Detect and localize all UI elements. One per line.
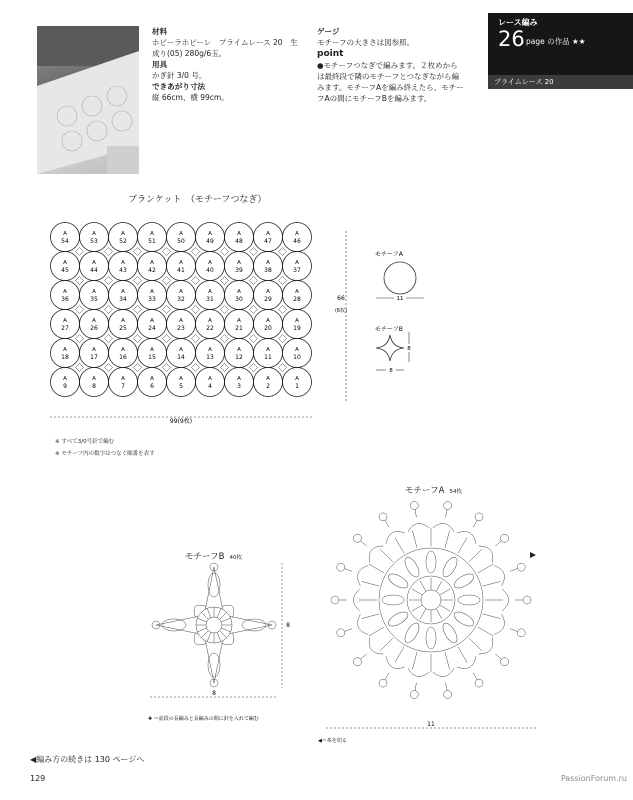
motif-b-legend: ✚ ＝前段の長編みと長編みの間に針を入れて編む	[148, 716, 259, 722]
motif-letter: A	[150, 260, 154, 266]
motif-letter: A	[208, 318, 212, 324]
motif-order-number: 49	[206, 238, 214, 245]
size-text: 縦 66cm、横 99cm。	[152, 93, 229, 102]
motif-b-joint	[221, 306, 229, 314]
motif-order-number: 51	[148, 238, 156, 245]
motif-circle	[167, 223, 196, 252]
petal	[452, 571, 476, 591]
legend-b-size-1: 8	[407, 346, 411, 352]
motif-letter: A	[179, 347, 183, 353]
motif-order-number: 14	[177, 354, 185, 361]
motif-b-joint	[163, 335, 171, 343]
point-line-1: ●モチーフつなぎで編みます。２枚めから	[317, 61, 458, 70]
motif-circle	[138, 252, 167, 281]
motif-circle	[196, 310, 225, 339]
size-heading: できあがり寸法	[152, 82, 206, 91]
motif-order-number: 38	[264, 267, 272, 274]
motif-circle	[51, 252, 80, 281]
motif-order-number: 9	[63, 383, 67, 390]
tools-text: かぎ針 3/0 号。	[152, 71, 207, 80]
motif-letter: A	[295, 376, 299, 382]
motif-circle	[254, 310, 283, 339]
motif-letter: A	[295, 318, 299, 324]
petal	[440, 555, 460, 579]
motif-b-joint	[76, 364, 84, 372]
motif-letter: A	[295, 289, 299, 295]
motif-order-number: 26	[90, 325, 98, 332]
motif-order-number: 12	[235, 354, 243, 361]
petal	[402, 621, 422, 645]
motif-b-joint	[105, 248, 113, 256]
motif-circle	[283, 281, 312, 310]
motif-letter: A	[150, 347, 154, 353]
motif-letter: A	[237, 318, 241, 324]
motif-order-number: 31	[206, 296, 214, 303]
petal	[440, 621, 460, 645]
motif-circle	[196, 223, 225, 252]
motif-order-number: 43	[119, 267, 127, 274]
motif-order-number: 33	[148, 296, 156, 303]
motif-b-chart	[140, 555, 300, 725]
motif-letter: A	[208, 376, 212, 382]
motif-b-joint	[134, 277, 142, 285]
motif-letter: A	[121, 376, 125, 382]
motif-b-joint	[163, 248, 171, 256]
motif-order-number: 41	[177, 267, 185, 274]
motif-order-number: 6	[150, 383, 154, 390]
motif-circle	[51, 339, 80, 368]
motif-letter: A	[179, 260, 183, 266]
petal	[458, 595, 480, 605]
motif-circle	[109, 223, 138, 252]
watermark: PassionForum.ru	[560, 774, 627, 783]
motif-letter: A	[266, 260, 270, 266]
motif-circle	[80, 223, 109, 252]
motif-circle	[51, 281, 80, 310]
legend-diamond	[376, 335, 404, 361]
motif-order-number: 42	[148, 267, 156, 274]
motif-circle	[254, 339, 283, 368]
motif-b-joint	[250, 306, 258, 314]
motif-letter: A	[208, 289, 212, 295]
motif-order-number: 16	[119, 354, 127, 361]
motif-circle	[80, 339, 109, 368]
motif-circle	[283, 368, 312, 397]
continued-link[interactable]: ◀編み方の続きは 130 ページへ	[30, 755, 145, 764]
motif-circle	[254, 281, 283, 310]
motif-b-joint	[221, 364, 229, 372]
motif-circle	[109, 368, 138, 397]
motif-circle	[196, 281, 225, 310]
motif-b-joint	[105, 364, 113, 372]
motif-letter: A	[92, 347, 96, 353]
petal	[426, 627, 436, 649]
motif-b-joint	[192, 277, 200, 285]
motif-a-title: モチーフA	[405, 486, 445, 496]
motif-circle	[283, 310, 312, 339]
motif-b-joint	[163, 364, 171, 372]
motif-circle	[80, 310, 109, 339]
motif-letter: A	[92, 260, 96, 266]
motif-circle	[138, 223, 167, 252]
motif-b-joint	[250, 277, 258, 285]
motif-letter: A	[208, 231, 212, 237]
motif-order-number: 37	[293, 267, 301, 274]
motif-a-chart	[318, 490, 543, 745]
motif-circle	[80, 368, 109, 397]
motif-b-joint	[105, 277, 113, 285]
motif-circle	[225, 223, 254, 252]
motif-letter: A	[63, 318, 67, 324]
motif-letter: A	[121, 347, 125, 353]
motif-order-number: 45	[61, 267, 69, 274]
motif-letter: A	[237, 260, 241, 266]
note-2: ※ モチーフ内の数字はつなぐ順番を表す	[55, 451, 155, 457]
motif-b-joint	[250, 248, 258, 256]
motif-b-joint	[279, 306, 287, 314]
materials-text-2: 成り(05) 280g/6玉。	[152, 49, 227, 58]
motif-letter: A	[266, 289, 270, 295]
motif-letter: A	[92, 318, 96, 324]
materials-block	[152, 26, 302, 103]
motif-letter: A	[150, 231, 154, 237]
motif-circle	[283, 223, 312, 252]
motif-circle	[196, 368, 225, 397]
motif-b-joint	[250, 364, 258, 372]
motif-order-number: 5	[179, 383, 183, 390]
motif-letter: A	[237, 231, 241, 237]
motif-order-number: 50	[177, 238, 185, 245]
motif-circle	[225, 252, 254, 281]
legend-circle	[384, 262, 416, 294]
motif-letter: A	[295, 231, 299, 237]
page-label: page の作品 ★★	[526, 37, 586, 46]
point-line-2: は最終段で隣のモチーフとつなぎながら編	[317, 72, 459, 81]
motif-letter: A	[179, 289, 183, 295]
motif-b-joint	[279, 335, 287, 343]
motif-letter: A	[63, 260, 67, 266]
pattern-header	[488, 13, 633, 89]
motif-b-joint	[134, 248, 142, 256]
pattern-number: 26	[498, 27, 525, 51]
motif-letter: A	[266, 231, 270, 237]
motif-letter: A	[63, 376, 67, 382]
motif-circle	[167, 368, 196, 397]
motif-order-number: 22	[206, 325, 214, 332]
motif-order-number: 47	[264, 238, 272, 245]
motif-order-number: 8	[92, 383, 96, 390]
motif-b-joint	[134, 306, 142, 314]
motif-circle	[167, 281, 196, 310]
motif-letter: A	[63, 289, 67, 295]
motif-b-joint	[192, 248, 200, 256]
motif-order-number: 11	[264, 354, 272, 361]
motif-b-height: 8	[286, 622, 290, 629]
motif-a-size: 11	[427, 721, 435, 728]
motif-b-joint	[279, 364, 287, 372]
motif-b-joint	[221, 248, 229, 256]
motif-letter: A	[92, 376, 96, 382]
motif-letter: A	[266, 347, 270, 353]
motif-circle	[254, 252, 283, 281]
motif-order-number: 54	[61, 238, 69, 245]
motif-b-joint	[221, 335, 229, 343]
motif-b-joint	[163, 306, 171, 314]
motif-order-number: 3	[237, 383, 241, 390]
motif-circle	[109, 310, 138, 339]
motif-b-joint	[105, 306, 113, 314]
motif-b-joint	[76, 277, 84, 285]
motif-b-joint	[192, 306, 200, 314]
motif-circle	[51, 223, 80, 252]
motif-letter: A	[237, 376, 241, 382]
motif-b-joint	[250, 335, 258, 343]
motif-letter: A	[179, 376, 183, 382]
motif-b-joint	[76, 335, 84, 343]
motif-b-joint	[134, 364, 142, 372]
motif-order-number: 27	[61, 325, 69, 332]
motif-circle	[167, 252, 196, 281]
gauge-block	[317, 26, 467, 104]
motif-circle	[80, 281, 109, 310]
motif-order-number: 30	[235, 296, 243, 303]
height-sub-label: (6枚)	[334, 308, 348, 314]
motif-circle	[225, 339, 254, 368]
motif-letter: A	[179, 231, 183, 237]
category-label: レース編み	[498, 18, 538, 27]
motif-order-number: 24	[148, 325, 156, 332]
motif-order-number: 19	[293, 325, 301, 332]
blanket-layout-diagram	[0, 205, 633, 435]
legend-b-size-2: 8	[389, 368, 393, 374]
motif-b-joint	[134, 335, 142, 343]
motif-circle	[167, 310, 196, 339]
motif-b-joint	[192, 335, 200, 343]
motif-b-joint	[105, 335, 113, 343]
motif-circle	[109, 339, 138, 368]
motif-order-number: 52	[119, 238, 127, 245]
motif-order-number: 25	[119, 325, 127, 332]
motif-circle	[138, 368, 167, 397]
product-photo	[37, 26, 139, 174]
legend-motif-b: モチーフB	[375, 326, 403, 333]
motif-letter: A	[121, 318, 125, 324]
motif-circle	[51, 310, 80, 339]
petal	[452, 609, 476, 629]
motif-circle	[254, 223, 283, 252]
motif-order-number: 34	[119, 296, 127, 303]
motif-order-number: 21	[235, 325, 243, 332]
legend-motif-a: モチーフA	[375, 251, 403, 258]
motif-order-number: 13	[206, 354, 214, 361]
materials-text-1: ホビーラホビーレ プライムレース 20 生	[152, 38, 298, 47]
cut-yarn-marker	[530, 552, 536, 558]
motif-letter: A	[179, 318, 183, 324]
motif-order-number: 4	[208, 383, 212, 390]
motif-circle	[283, 339, 312, 368]
note-1: ※ すべて3/0号針で編む	[55, 439, 115, 445]
motif-circle	[138, 281, 167, 310]
blanket-title: ブランケット （モチーフつなぎ）	[128, 195, 267, 205]
motif-order-number: 10	[293, 354, 301, 361]
width-label: 99(9枚)	[169, 418, 193, 425]
motif-order-number: 17	[90, 354, 98, 361]
motif-a-legend: ◀＝糸を切る	[318, 738, 347, 744]
motif-letter: A	[208, 347, 212, 353]
motif-letter: A	[266, 318, 270, 324]
motif-order-number: 32	[177, 296, 185, 303]
petal	[386, 609, 410, 629]
point-heading: point	[317, 49, 344, 59]
tools-heading: 用具	[152, 60, 168, 69]
motif-circle	[138, 339, 167, 368]
motif-circle	[196, 252, 225, 281]
motif-circle	[225, 310, 254, 339]
motif-order-number: 53	[90, 238, 98, 245]
motif-letter: A	[295, 260, 299, 266]
motif-order-number: 40	[206, 267, 214, 274]
motif-order-number: 1	[295, 383, 299, 390]
height-label: 66	[337, 295, 345, 302]
yarn-line: プライムレース 20	[488, 75, 633, 89]
motif-b-title: モチーフB	[185, 552, 225, 562]
gauge-text: モチーフの大きさは図参照。	[317, 38, 415, 47]
petal	[426, 551, 436, 573]
motif-letter: A	[237, 347, 241, 353]
motif-letter: A	[208, 260, 212, 266]
petal	[402, 555, 422, 579]
motif-order-number: 23	[177, 325, 185, 332]
motif-grid	[51, 223, 312, 397]
motif-circle	[51, 368, 80, 397]
motif-order-number: 36	[61, 296, 69, 303]
motif-b-joint	[163, 277, 171, 285]
petal	[386, 571, 410, 591]
motif-letter: A	[121, 231, 125, 237]
motif-circle	[109, 252, 138, 281]
motif-circle	[283, 252, 312, 281]
motif-b-count: 40枚	[229, 555, 243, 561]
motif-letter: A	[150, 318, 154, 324]
motif-letter: A	[237, 289, 241, 295]
motif-order-number: 28	[293, 296, 301, 303]
motif-order-number: 35	[90, 296, 98, 303]
materials-heading: 材料	[152, 27, 168, 36]
motif-letter: A	[150, 289, 154, 295]
motif-a-count: 54枚	[449, 489, 462, 495]
motif-circle	[80, 252, 109, 281]
petal	[382, 595, 404, 605]
motif-circle	[225, 368, 254, 397]
motif-order-number: 20	[264, 325, 272, 332]
motif-circle	[225, 281, 254, 310]
motif-letter: A	[92, 231, 96, 237]
motif-order-number: 44	[90, 267, 98, 274]
motif-order-number: 7	[121, 383, 125, 390]
motif-circle	[138, 310, 167, 339]
motif-circle	[167, 339, 196, 368]
motif-b-joint	[279, 248, 287, 256]
motif-letter: A	[295, 347, 299, 353]
point-line-3: みます。モチーフAを編み終えたら、モチー	[317, 83, 464, 92]
point-line-4: フAの間にモチーフBを編みます。	[317, 94, 432, 103]
motif-order-number: 39	[235, 267, 243, 274]
motif-order-number: 18	[61, 354, 69, 361]
motif-letter: A	[121, 260, 125, 266]
motif-letter: A	[121, 289, 125, 295]
motif-order-number: 29	[264, 296, 272, 303]
gauge-heading: ゲージ	[317, 27, 340, 36]
legend-a-size: 11	[396, 296, 404, 302]
motif-letter: A	[63, 231, 67, 237]
motif-circle	[254, 368, 283, 397]
motif-letter: A	[266, 376, 270, 382]
motif-b-joint	[279, 277, 287, 285]
page-number: 129	[30, 774, 46, 783]
motif-b-joint	[192, 364, 200, 372]
motif-b-joint	[76, 248, 84, 256]
motif-circle	[196, 339, 225, 368]
motif-letter: A	[150, 376, 154, 382]
motif-b-joint	[76, 306, 84, 314]
motif-order-number: 48	[235, 238, 243, 245]
motif-b-joint	[221, 277, 229, 285]
motif-order-number: 46	[293, 238, 301, 245]
motif-order-number: 2	[266, 383, 270, 390]
motif-letter: A	[63, 347, 67, 353]
motif-b-width: 8	[212, 690, 216, 697]
ring-center	[421, 590, 441, 610]
motif-letter: A	[92, 289, 96, 295]
motif-circle	[109, 281, 138, 310]
motif-order-number: 15	[148, 354, 156, 361]
